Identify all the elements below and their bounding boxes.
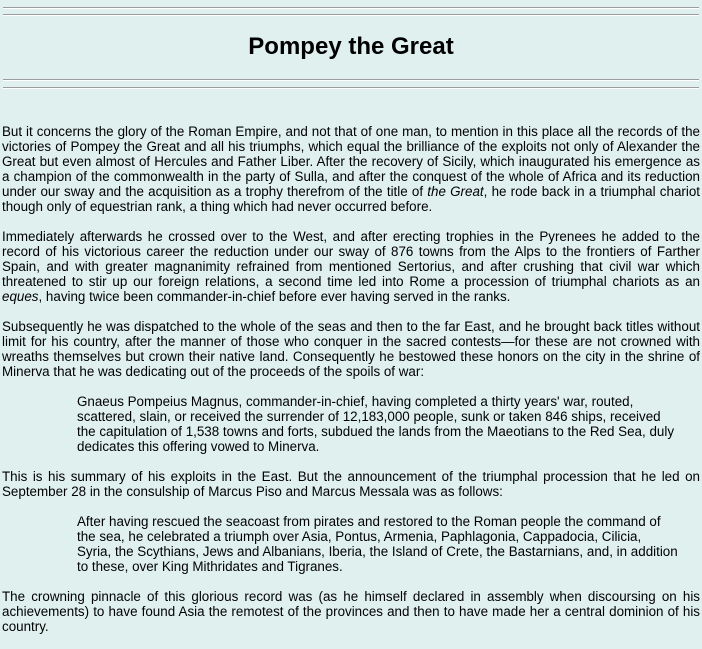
triumph-announcement-quote: After having rescued the seacoast from pirates and restored to the Roman people the command of the sea, he celebrated a triumph over Asia, Pontus, Armenia, Paphlagonia, Cappadocia, Cilicia, Syria, the Scythians, Jews and Albanians, Iberia, the Island of Crete, the Bastarnians, and, in addition to these, over King Mithridates and Tigranes. (77, 514, 678, 574)
article-body (2, 124, 700, 649)
paragraph-5: The crowning pinnacle of this glorious record was (as he himself declared in assembly when discoursing on his achievements) to have found Asia the remotest of the provinces and then to have made her a central dominion of his country. (2, 589, 700, 634)
paragraph-1: But it concerns the glory of the Roman Empire, and not that of one man, to mention in this place all the records of the victories of Pompey the Great and all his triumphs, which equal the brilliance of the exploits not only of Alexander the Great but even almost of Hercules and Father Liber. After the recovery of Sicily, which inaugurated his emergence as a champion of the commonwealth in the party of Sulla, and after the conquest of the whole of Africa and its reduction under our sway and the acquisition as a trophy therefrom of the title of the Great, he rode back in a triumphal chariot though only of equestrian rank, a thing which had never occurred before. (2, 124, 700, 214)
page-title: Pompey the Great (248, 33, 454, 60)
title-rule-upper (3, 79, 699, 81)
paragraph-2: Immediately afterwards he crossed over to the West, and after erecting trophies in the Pyrenees he added to the record of his victorious career the reduction under our sway of 876 towns from the Alps to the frontiers of Farther Spain, and with greater magnanimity refrained from mentioned Sertorius, and after crushing that civil war which threatened to stir up our foreign relations, a second time led into Rome a procession of triumphal chariots as an eques, having twice been commander-in-chief before ever having served in the ranks. (2, 229, 700, 304)
title-rule-lower (3, 87, 699, 89)
dedication-quote: Gnaeus Pompeius Magnus, commander-in-chief, having completed a thirty years' war, routed, scattered, slain, or received the surrender of 12,183,000 people, sunk or taken 846 ships, received the capitulation of 1,538 towns and forts, subdued the lands from the Maeotians to the Red Sea, duly dedicates this offering vowed to Minerva. (77, 394, 675, 454)
paragraph-4: This is his summary of his exploits in the East. But the announcement of the triumphal procession that he led on September 28 in the consulship of Marcus Piso and Marcus Messala was as follows: (2, 469, 700, 499)
term-eques: eques (2, 289, 39, 304)
paragraph-3: Subsequently he was dispatched to the whole of the seas and then to the far East, and he brought back titles without limit for his country, after the manner of those who conquer in the sacred contests—for these are not crowned with wreaths themselves but crown their native land. Consequently he bestowed these honors on the city in the shrine of Minerva that he was dedicating out of the proceeds of the spoils of war: (2, 319, 700, 379)
top-rule-upper (3, 7, 699, 9)
top-rule-lower (3, 14, 699, 16)
title-the-great: the Great (427, 184, 484, 199)
